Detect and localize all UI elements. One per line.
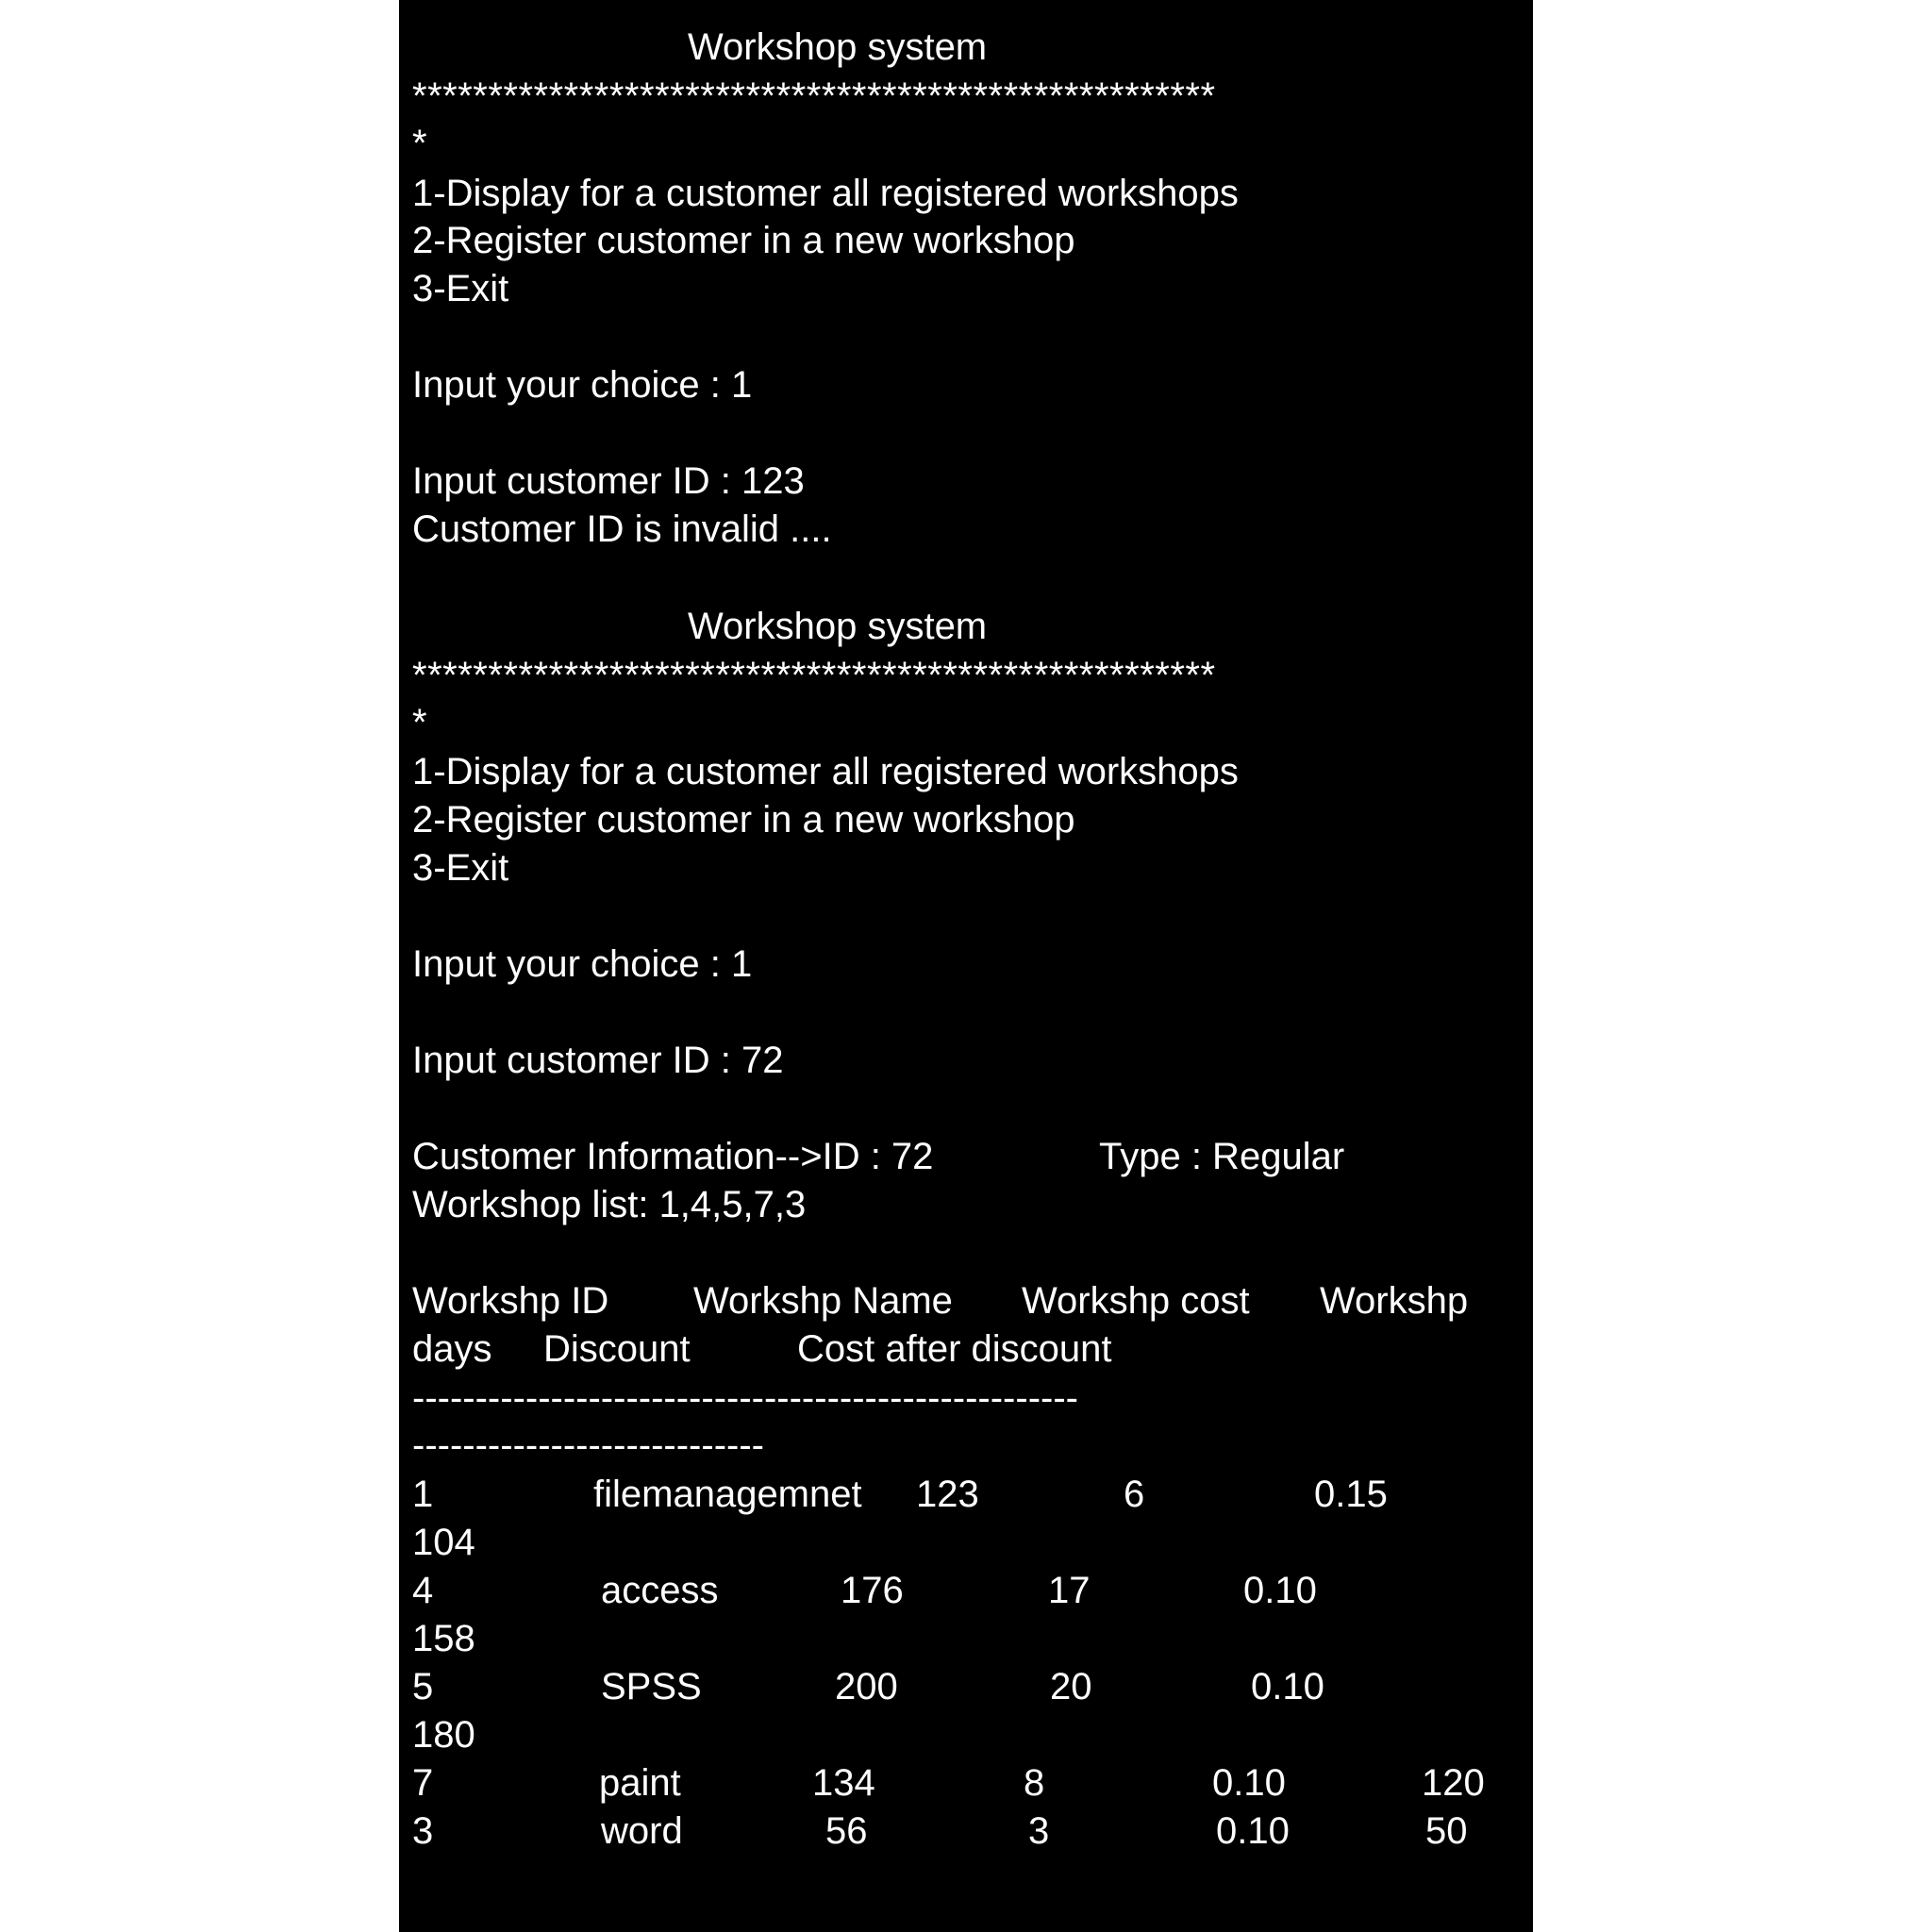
row-workshop-id: 5 [412,1666,434,1707]
header-days-wrap: days [412,1328,492,1370]
row-cost-after: 158 [412,1618,475,1659]
row-workshop-id: 1 [412,1474,434,1515]
star-separator-wrap: * [412,123,427,164]
dash-separator: ----------------------------------------------------- [412,1377,1078,1419]
row-workshop-days: 20 [1050,1666,1092,1707]
row-workshop-cost: 200 [835,1666,898,1707]
customer-id-prompt: Input customer ID : 72 [412,1040,784,1081]
workshop-list: Workshop list: 1,4,5,7,3 [412,1184,807,1225]
row-discount: 0.10 [1212,1762,1286,1804]
row-workshop-id: 3 [412,1810,434,1852]
row-workshop-id: 7 [412,1762,434,1804]
row-discount: 0.10 [1251,1666,1324,1707]
row-workshop-days: 17 [1048,1570,1091,1611]
customer-info: Customer Information-->ID : 72 [412,1136,934,1177]
row-workshop-days: 3 [1028,1810,1050,1852]
header-discount: Discount [543,1328,691,1370]
row-workshop-days: 6 [1124,1474,1145,1515]
menu-option-register: 2-Register customer in a new workshop [412,799,1075,841]
system-title: Workshop system [688,26,988,68]
row-workshop-name: SPSS [601,1666,702,1707]
menu-option-exit: 3-Exit [412,847,509,889]
dash-separator-wrap: ---------------------------- [412,1424,764,1466]
row-cost-after: 50 [1425,1810,1468,1852]
star-separator: ***************************************************** [412,655,1216,696]
row-workshop-name: word [601,1810,683,1852]
star-separator-wrap: * [412,702,427,743]
row-discount: 0.15 [1314,1474,1388,1515]
header-workshop-cost: Workshp cost [1022,1280,1250,1322]
menu-option-display: 1-Display for a customer all registered workshops [412,173,1239,214]
row-workshop-cost: 56 [825,1810,868,1852]
header-cost-after-discount: Cost after discount [797,1328,1112,1370]
menu-option-display: 1-Display for a customer all registered workshops [412,751,1239,792]
row-discount: 0.10 [1216,1810,1290,1852]
choice-prompt: Input your choice : 1 [412,943,753,985]
row-workshop-id: 4 [412,1570,434,1611]
row-workshop-cost: 123 [916,1474,979,1515]
row-cost-after: 120 [1422,1762,1485,1804]
row-workshop-cost: 134 [812,1762,875,1804]
row-cost-after: 104 [412,1522,475,1563]
header-workshop-days: Workshp [1320,1280,1469,1322]
invalid-id-message: Customer ID is invalid .... [412,508,832,550]
customer-type: Type : Regular [1099,1136,1345,1177]
row-workshop-cost: 176 [841,1570,904,1611]
row-discount: 0.10 [1243,1570,1317,1611]
console-window [399,0,1533,1932]
header-workshop-name: Workshp Name [693,1280,953,1322]
customer-id-prompt: Input customer ID : 123 [412,460,805,502]
menu-option-exit: 3-Exit [412,268,509,309]
star-separator: ***************************************************** [412,75,1216,117]
menu-option-register: 2-Register customer in a new workshop [412,220,1075,261]
row-workshop-days: 8 [1024,1762,1045,1804]
choice-prompt: Input your choice : 1 [412,364,753,406]
row-workshop-name: access [601,1570,719,1611]
row-workshop-name: paint [599,1762,681,1804]
row-cost-after: 180 [412,1714,475,1756]
system-title: Workshop system [688,606,988,647]
row-workshop-name: filemanagemnet [593,1474,862,1515]
header-workshop-id: Workshp ID [412,1280,609,1322]
